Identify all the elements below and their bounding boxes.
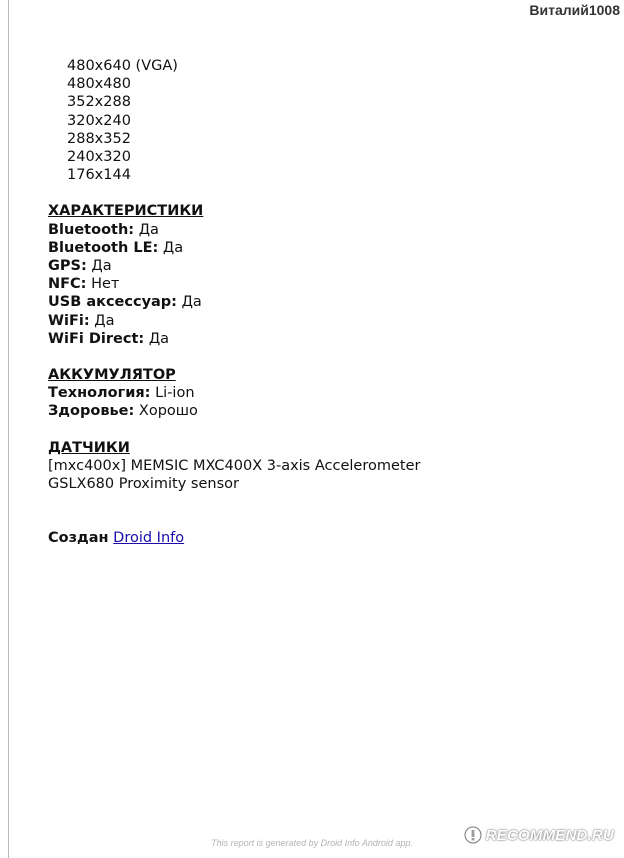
report-content	[48, 57, 608, 547]
battery-value: Li-ion	[155, 385, 195, 402]
feature-value: Да	[148, 330, 170, 347]
battery-row-health	[48, 402, 608, 420]
username-label: Виталий1008	[529, 2, 620, 18]
feature-row-bluetooth-le	[48, 239, 608, 257]
feature-row-wifi	[48, 312, 608, 330]
feature-key: WiFi:	[48, 312, 90, 329]
created-by	[48, 529, 608, 547]
features-title: ХАРАКТЕРИСТИКИ	[48, 203, 204, 220]
watermark-text: RECOMMEND.RU	[485, 826, 614, 844]
resolution-list	[67, 57, 608, 184]
droid-info-link[interactable]: Droid Info	[113, 530, 185, 547]
resolution-item: 176x144	[67, 167, 131, 184]
battery-key: Здоровье:	[48, 403, 135, 420]
page-left-border	[8, 0, 9, 858]
battery-section	[48, 366, 608, 421]
footer-note: This report is generated by Droid Info Android app.	[211, 838, 413, 848]
sensor-item: [mxc400x] MEMSIC MXC400X 3-axis Accelerometer	[48, 457, 421, 474]
feature-value: Да	[138, 221, 159, 238]
battery-row-technology	[48, 384, 608, 402]
created-label: Создан	[48, 530, 109, 547]
feature-key: Bluetooth LE:	[48, 239, 159, 256]
feature-value: Да	[91, 258, 112, 275]
recommend-logo-icon	[464, 826, 482, 844]
feature-key: Bluetooth:	[48, 221, 135, 238]
features-section	[48, 202, 608, 348]
feature-row-nfc	[48, 275, 608, 293]
battery-value: Хорошо	[138, 403, 198, 420]
feature-value: Да	[162, 239, 184, 256]
feature-row-bluetooth	[48, 221, 608, 239]
feature-value: Нет	[91, 276, 120, 293]
resolution-item: 480x480	[67, 76, 131, 93]
feature-key: NFC:	[48, 276, 87, 293]
feature-value: Да	[94, 312, 115, 329]
feature-row-wifi-direct	[48, 330, 608, 348]
feature-row-gps	[48, 257, 608, 275]
feature-key: WiFi Direct:	[48, 330, 145, 347]
feature-row-usb-accessory	[48, 293, 608, 311]
feature-key: GPS:	[48, 258, 87, 275]
resolution-item: 240x320	[67, 149, 131, 166]
sensor-item: GSLX680 Proximity sensor	[48, 476, 239, 493]
resolution-item: 480x640 (VGA)	[67, 58, 178, 74]
battery-key: Технология:	[48, 385, 151, 402]
resolution-item: 352x288	[67, 94, 131, 111]
feature-key: USB аксессуар:	[48, 294, 177, 311]
sensors-section	[48, 439, 608, 494]
feature-value: Да	[181, 294, 202, 311]
battery-title: АККУМУЛЯТОР	[48, 367, 176, 384]
recommend-watermark	[464, 826, 614, 844]
sensors-title: ДАТЧИКИ	[48, 439, 130, 456]
resolution-item: 320x240	[67, 112, 131, 129]
resolution-item: 288x352	[67, 130, 131, 147]
